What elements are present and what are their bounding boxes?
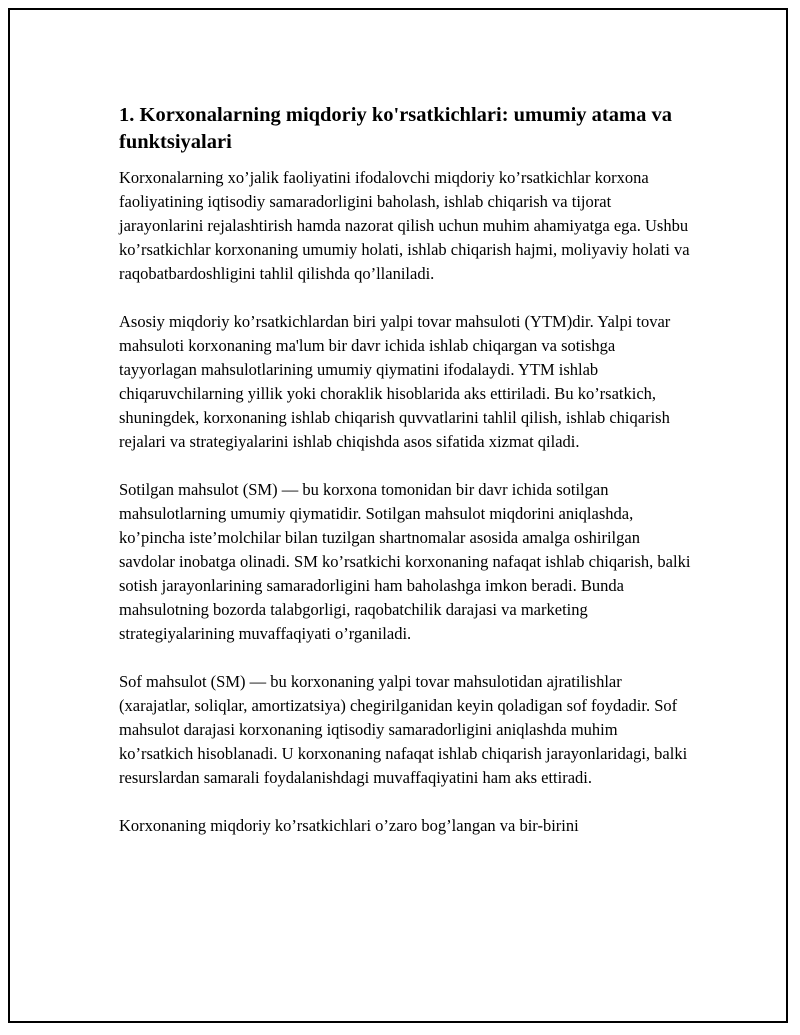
paragraph-intro: Korxonalarning xo’jalik faoliyatini ifodalovchi miqdoriy ko’rsatkichlar korxona faoliyatining iqtisodiy samaradorligini baholash, ishlab chiqarish va tijorat jarayonlarini rejalashtirish hamda nazorat qilish uchun muhim ahamiyatga ega. Ushbu ko’rsatkichlar korxonaning umumiy holati, ishlab chiqarish hajmi, moliyaviy holati va raqobatbardoshligini tahlil qilishda qo’llaniladi.	[119, 168, 690, 283]
document-page	[8, 8, 788, 1023]
paragraph-continuation: Korxonaning miqdoriy ko’rsatkichlari o’zaro bog’langan va bir-birini	[119, 816, 579, 835]
paragraph-ytm: Asosiy miqdoriy ko’rsatkichlardan biri yalpi tovar mahsuloti (YTM)dir. Yalpi tovar mahsuloti korxonaning ma'lum bir davr ichida ishlab chiqargan va sotishga tayyorlagan mahsulotlarining umumiy qiymatini ifodalaydi. YTM ishlab chiqaruvchilarning yillik yoki choraklik hisoblarida aks ettiriladi. Bu ko’rsatkich, shuningdek, korxonaning ishlab chiqarish quvvatlarini tahlil qilish, ishlab chiqarish rejalari va strategiyalarini ishlab chiqishda asos sifatida xizmat qiladi.	[119, 312, 671, 451]
paragraph-sotilgan-mahsulot: Sotilgan mahsulot (SM) — bu korxona tomonidan bir davr ichida sotilgan mahsulotlarning umumiy qiymatidir. Sotilgan mahsulot miqdorini aniqlashda, ko’pincha iste’molchilar bilan tuzilgan shartnomalar asosida amalga oshirilgan savdolar inobatga olinadi. SM ko’rsatkichi korxonaning nafaqat ishlab chiqarish, balki sotish jarayonlarining samaradorligini ham baholashga imkon beradi. Bunda mahsulotning bozorda talabgorligi, raqobatchilik darajasi va marketing strategiyalarining muvaffaqiyati o’rganiladi.	[119, 480, 691, 643]
document-body	[119, 102, 694, 862]
document-title: 1. Korxonalarning miqdoriy ko'rsatkichlari: umumiy atama va funktsiyalari	[119, 104, 672, 153]
paragraph-sof-mahsulot: Sof mahsulot (SM) — bu korxonaning yalpi tovar mahsulotidan ajratilishlar (xarajatlar, soliqlar, amortizatsiya) chegirilganidan keyin qoladigan sof foydadir. Sof mahsulot darajasi korxonaning iqtisodiy samaradorligini aniqlashda muhim ko’rsatkich hisoblanadi. U korxonaning nafaqat ishlab chiqarish jarayonlaridagi, balki resurslardan samarali foydalanishdagi muvaffaqiyatini ham aks ettiradi.	[119, 672, 688, 787]
